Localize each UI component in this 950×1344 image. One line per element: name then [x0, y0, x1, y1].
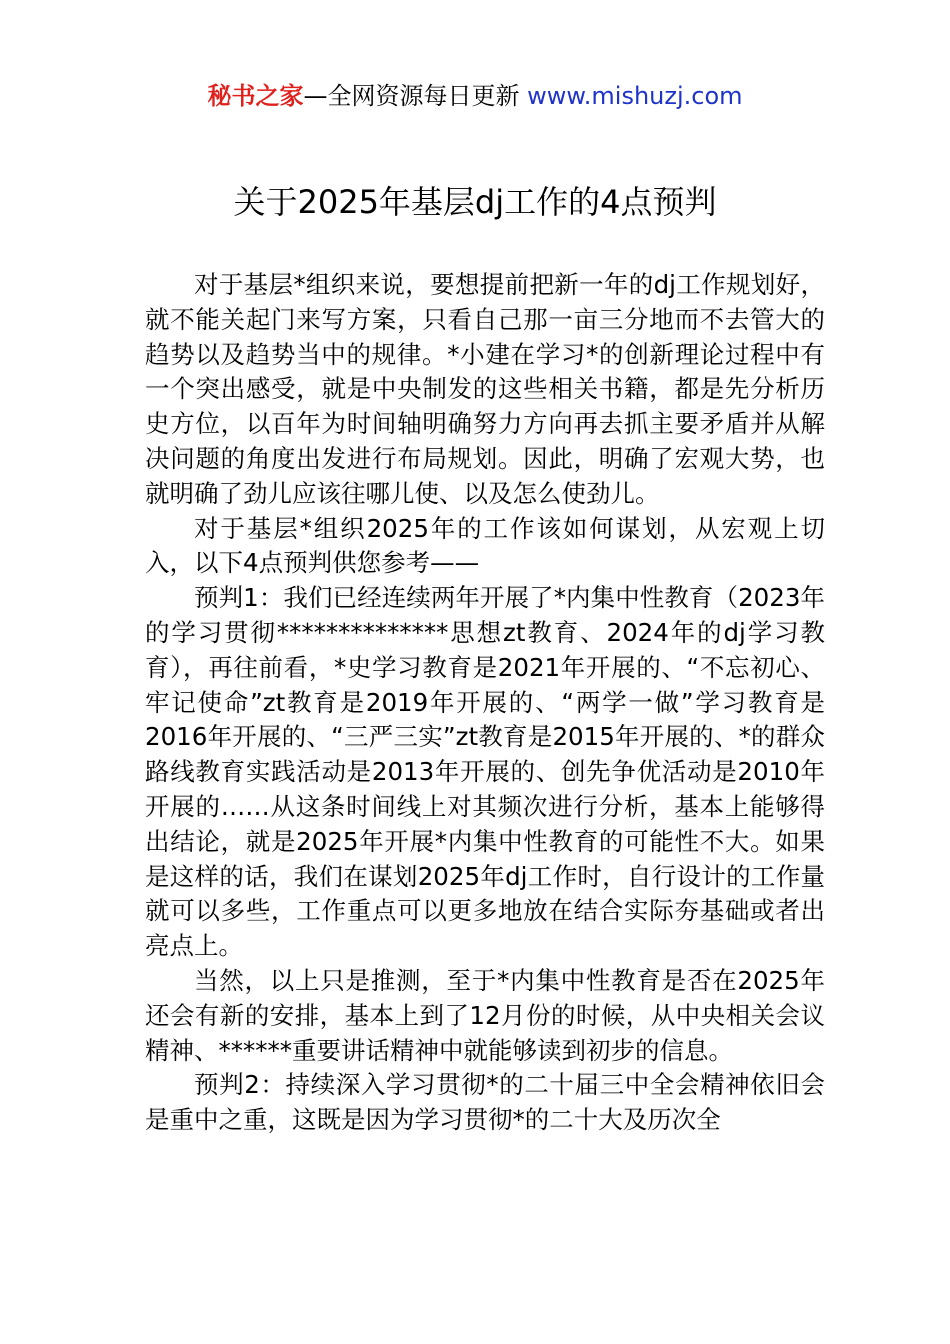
- paragraph: 对于基层*组织来说，要想提前把新一年的dj工作规划好，就不能关起门来写方案，只看自己那一亩三分地而不去管大的趋势以及趋势当中的规律。*小建在学习*的创新理论过程中有一个突出感受，就是中央制发的这些相关书籍，都是先分析历史方位，以百年为时间轴明确努力方向再去抓主要矛盾并从解决问题的角度出发进行布局规划。因此，明确了宏观大势，也就明确了劲儿应该往哪儿使、以及怎么使劲儿。: [145, 270, 825, 508]
- site-header: [0, 80, 950, 112]
- document-body: [145, 268, 825, 1138]
- paragraph: 对于基层*组织2025年的工作该如何谋划，从宏观上切入，以下4点预判供您参考——: [145, 513, 825, 578]
- header-tagline: —全网资源每日更新: [303, 82, 520, 110]
- paragraph: 当然，以上只是推测，至于*内集中性教育是否在2025年还会有新的安排，基本上到了12月份的时候，从中央相关会议精神、******重要讲话精神中就能够读到初步的信息。: [145, 965, 825, 1065]
- brand-name: 秘书之家: [207, 82, 304, 110]
- document-title: 关于2025年基层dj工作的4点预判: [233, 183, 717, 221]
- paragraph: 预判2：持续深入学习贯彻*的二十届三中全会精神依旧会是重中之重，这既是因为学习贯彻*的二十大及历次全: [145, 1070, 825, 1135]
- site-link[interactable]: www.mishuzj.com: [527, 82, 743, 110]
- paragraph: 预判1：我们已经连续两年开展了*内集中性教育（2023年的学习贯彻**************思想zt教育、2024年的dj学习教育），再往前看，*史学习教育是2021年开展的、“不忘初心、牢记使命”zt教育是2019年开展的、“两学一做”学习教育是2016年开展的、“三严三实”zt教育是2015年开展的、*的群众路线教育实践活动是2013年开展的、创先争优活动是2010年开展的……从这条时间线上对其频次进行分析，基本上能够得出结论，就是2025年开展*内集中性教育的可能性不大。如果是这样的话，我们在谋划2025年dj工作时，自行设计的工作量就可以多些，工作重点可以更多地放在结合实际夯基础或者出亮点上。: [145, 583, 825, 961]
